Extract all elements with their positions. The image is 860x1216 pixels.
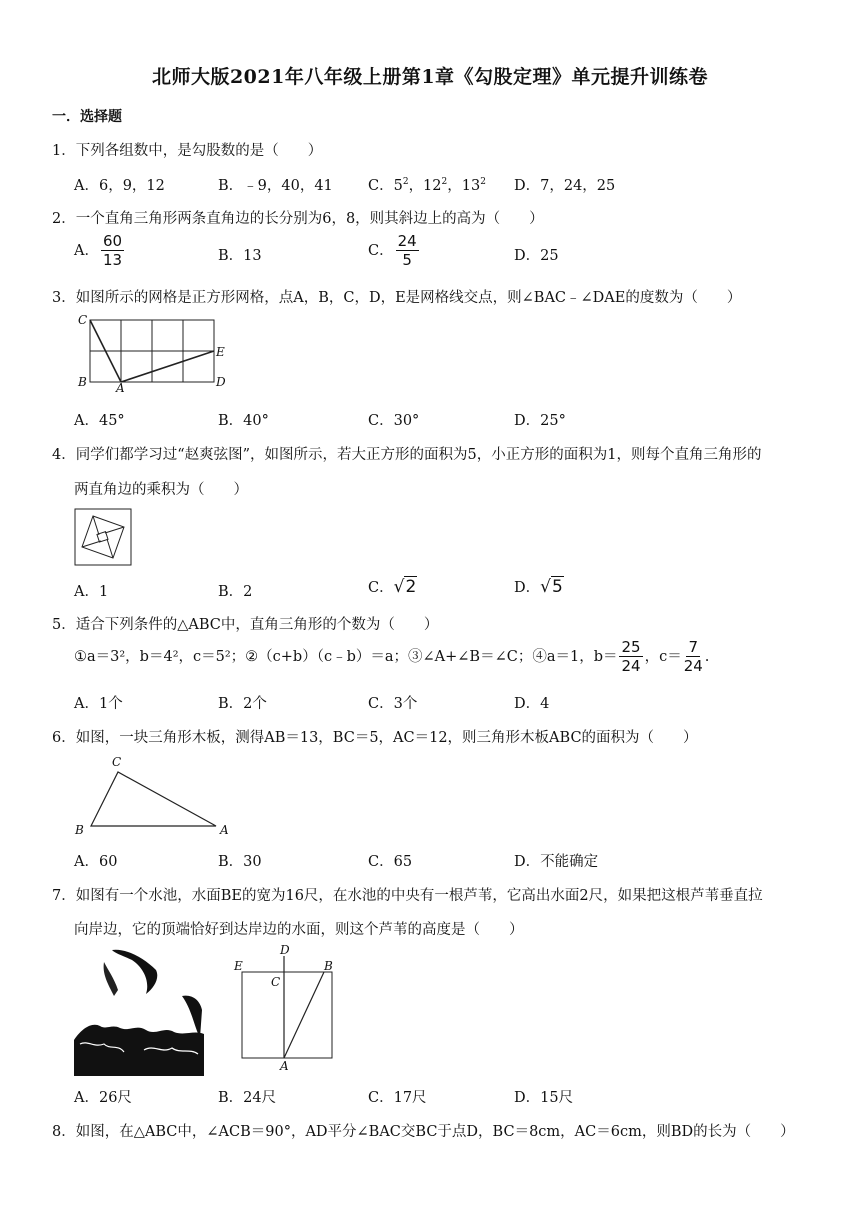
segment-ae	[121, 351, 214, 382]
q3-option-c: C．30°	[368, 413, 420, 429]
section-heading: 一．选择题	[52, 109, 122, 125]
q2-option-d: D．25	[514, 248, 559, 264]
q2-option-c: C． $\frac{24}{5}$	[368, 232, 417, 269]
q4-option-c: C．√2	[368, 577, 417, 597]
reed-pond-diagram	[230, 942, 342, 1072]
q5-option-c: C．3个	[368, 696, 418, 712]
q1-option-c: C．$5^2$，$12^2$，$13^2$	[368, 177, 486, 194]
question-8-stem: 8．如图，在△ABC中，∠ACB＝90°，AD平分∠BAC交BC于点D，BC＝8cm，AC＝6cm，则BD的长为（ ）	[52, 1124, 795, 1140]
q4-option-b: B．2	[218, 584, 253, 600]
q1-option-d: D．7，24，25	[514, 178, 616, 194]
reed-pond-picture	[74, 944, 204, 1076]
q1-option-b: B．﹣9，40，41	[218, 178, 333, 194]
q5-option-a: A．1个	[74, 696, 123, 712]
triangle-figure	[72, 752, 242, 838]
label-c: C	[112, 755, 122, 769]
label-a: A	[116, 381, 125, 392]
question-7-stem-line2: 向岸边，它的顶端恰好到达岸边的水面，则这个芦苇的高度是（ ）	[74, 922, 524, 938]
label-c: C	[78, 313, 88, 327]
q6-option-c: C．65	[368, 854, 413, 870]
question-6-stem: 6．如图，一块三角形木板，测得AB＝13，BC＝5，AC＝12，则三角形木板ABC的面积为（ ）	[52, 730, 698, 746]
page-title: 北师大版2021年八年级上册第1章《勾股定理》单元提升训练卷	[151, 66, 709, 88]
q1-option-a: A．6，9，12	[74, 178, 165, 194]
label-b: B	[324, 959, 333, 973]
outer-square	[75, 509, 131, 565]
q6-option-a: A．60	[74, 854, 118, 870]
label-c: C	[271, 975, 281, 989]
q2-option-b: B．13	[218, 248, 262, 264]
q6-option-b: B．30	[218, 854, 262, 870]
inner-tilted-square	[82, 516, 124, 558]
q5-option-b: B．2个	[218, 696, 267, 712]
q7-option-c: C．17尺	[368, 1090, 427, 1106]
triangle-abc	[91, 772, 216, 826]
q4-option-d: D．√5	[514, 577, 563, 597]
q7-option-d: D．15尺	[514, 1090, 574, 1106]
label-b: B	[78, 375, 87, 389]
label-e: E	[216, 345, 225, 359]
label-a: A	[280, 1059, 289, 1072]
q5-option-d: D．4	[514, 696, 550, 712]
label-a: A	[220, 823, 229, 837]
question-2-stem: 2．一个直角三角形两条直角边的长分别为6，8，则其斜边上的高为（ ）	[52, 211, 544, 227]
reed-leaf-top	[112, 950, 157, 994]
q7-option-b: B．24尺	[218, 1090, 277, 1106]
question-4-stem-line2: 两直角边的乘积为（ ）	[74, 482, 248, 498]
question-7-stem-line1: 7．如图有一个水池，水面BE的宽为16尺，在水池的中央有一根芦苇，它高出水面2尺，如果把这根芦苇垂直拉	[52, 888, 763, 904]
q3-option-b: B．40°	[218, 413, 269, 429]
q3-option-d: D．25°	[514, 413, 566, 429]
question-1-stem: 1．下列各组数中，是勾股数的是（ ）	[52, 143, 323, 159]
grid-figure	[72, 312, 232, 392]
label-e: E	[234, 959, 243, 973]
question-5-conditions: ①a＝3²，b＝4²，c＝5²；②（c+b）（c﹣b）＝a；③∠A+∠B＝∠C；④a＝1，b＝ $\frac{25}{24}$ ，c＝ $\frac{7}{24}$ .	[74, 638, 710, 675]
q7-option-a: A．26尺	[74, 1090, 132, 1106]
reed-leaf-right	[182, 996, 202, 1038]
question-4-stem-line1: 4．同学们都学习过“赵爽弦图”，如图所示，若大正方形的面积为5，小正方形的面积为1，则每个直角三角形的	[52, 447, 762, 463]
question-3-stem: 3．如图所示的网格是正方形网格，点A，B，C，D，E是网格线交点，则∠BAC﹣∠DAE的度数为（ ）	[52, 290, 742, 306]
q3-option-a: A．45°	[74, 413, 125, 429]
pond-bank	[74, 1025, 204, 1076]
label-d: D	[280, 943, 290, 957]
q2-option-a: A． $\frac{60}{13}$	[74, 232, 123, 269]
q6-option-d: D．不能确定	[514, 854, 599, 870]
zhao-shuang-figure	[74, 508, 134, 568]
q4-option-a: A．1	[74, 584, 109, 600]
label-d: D	[216, 375, 226, 389]
question-5-stem: 5．适合下列条件的△ABC中，直角三角形的个数为（ ）	[52, 617, 439, 633]
reed-pulled	[284, 972, 324, 1058]
label-b: B	[75, 823, 84, 837]
